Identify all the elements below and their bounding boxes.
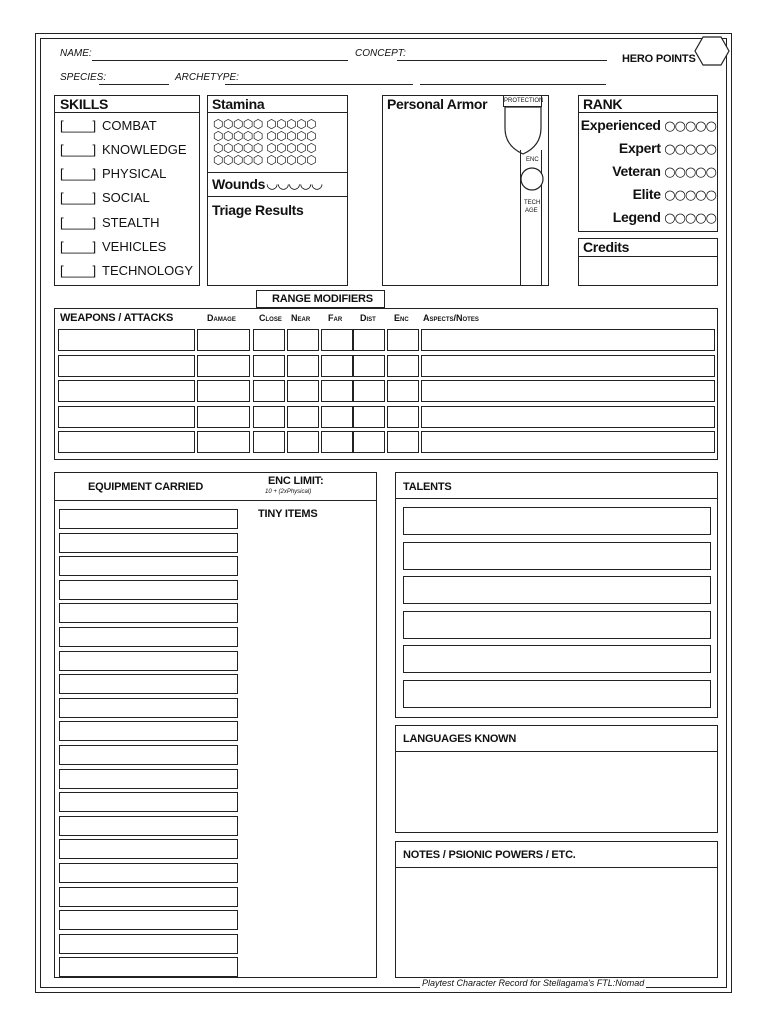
talent-slot[interactable]	[403, 645, 711, 673]
talent-slot[interactable]	[403, 680, 711, 708]
talents-title: TALENTS	[403, 481, 452, 493]
skill-row-stealth[interactable]	[60, 215, 160, 230]
weapon-cell[interactable]	[287, 380, 319, 402]
col-far: Far	[328, 313, 343, 323]
equipment-slot[interactable]	[59, 533, 238, 553]
credits-title: Credits	[583, 239, 630, 255]
equipment-slot[interactable]	[59, 651, 238, 671]
notes-title: NOTES / PSIONIC POWERS / ETC.	[403, 849, 576, 861]
skill-label: KNOWLEDGE	[102, 142, 187, 157]
stamina-hex-row[interactable]: ⬡⬡⬡⬡⬡ ⬡⬡⬡⬡⬡	[213, 141, 317, 155]
equipment-slot[interactable]	[59, 556, 238, 576]
weapon-cell[interactable]	[421, 406, 715, 428]
weapon-cell[interactable]	[253, 406, 285, 428]
equipment-slot[interactable]	[59, 603, 238, 623]
footer-text: Playtest Character Record for Stellagama's FTL:Nomad	[422, 978, 645, 988]
hero-points-hex-icon[interactable]	[694, 36, 730, 66]
skill-label: STEALTH	[102, 215, 160, 230]
weapon-cell[interactable]	[321, 355, 353, 377]
rank-label: Legend	[612, 209, 661, 225]
skill-label: PHYSICAL	[102, 166, 167, 181]
skill-row-social[interactable]	[60, 190, 150, 205]
rank-title: RANK	[583, 96, 623, 112]
languages-title: LANGUAGES KNOWN	[403, 733, 517, 745]
wounds-divider	[207, 172, 348, 173]
talent-slot[interactable]	[403, 611, 711, 639]
species-field[interactable]	[99, 84, 169, 85]
enc-label: ENC	[526, 157, 539, 163]
rank-label: Elite	[632, 186, 661, 202]
weapon-cell[interactable]	[253, 380, 285, 402]
weapon-cell[interactable]	[387, 380, 419, 402]
skill-row-combat[interactable]	[60, 118, 157, 133]
weapon-cell[interactable]	[321, 329, 353, 351]
equipment-slot[interactable]	[59, 863, 238, 883]
equipment-slot[interactable]	[59, 839, 238, 859]
weapon-cell[interactable]	[287, 431, 319, 453]
stamina-title: Stamina	[212, 96, 265, 112]
rank-row-elite	[633, 186, 716, 203]
tiny-items-label: TINY ITEMS	[258, 508, 318, 520]
weapon-cell[interactable]	[58, 355, 195, 377]
equipment-slot[interactable]	[59, 910, 238, 930]
skill-row-physical[interactable]	[60, 166, 166, 181]
rank-circles[interactable]: ○○○○○	[664, 142, 716, 157]
equipment-divider	[54, 500, 377, 501]
weapon-cell[interactable]	[287, 329, 319, 351]
skill-label: VEHICLES	[102, 239, 167, 254]
skill-row-technology[interactable]	[60, 263, 193, 278]
skill-row-vehicles[interactable]	[60, 239, 166, 254]
equipment-slot[interactable]	[59, 957, 238, 977]
rank-row-expert	[619, 140, 716, 157]
skill-rating-bracket[interactable]: [____]	[60, 142, 97, 157]
age-label: AGE	[525, 208, 538, 214]
weapon-cell[interactable]	[58, 431, 195, 453]
weapon-cell[interactable]	[421, 329, 715, 351]
rank-label: Veteran	[612, 163, 661, 179]
skill-rating-bracket[interactable]: [____]	[60, 166, 97, 181]
equipment-slot[interactable]	[59, 887, 238, 907]
tech-label: TECH	[524, 200, 541, 206]
equipment-slot[interactable]	[59, 745, 238, 765]
talents-divider	[395, 498, 718, 499]
rank-circles[interactable]: ○○○○○	[664, 165, 716, 180]
enc-circle-icon[interactable]	[519, 166, 545, 192]
weapon-cell[interactable]	[321, 431, 353, 453]
equipment-slot[interactable]	[59, 627, 238, 647]
concept-field[interactable]	[397, 60, 607, 61]
weapon-cell[interactable]	[253, 355, 285, 377]
talent-slot[interactable]	[403, 507, 711, 535]
equipment-slot[interactable]	[59, 674, 238, 694]
skill-label: TECHNOLOGY	[102, 263, 194, 278]
archetype-extra-field[interactable]	[420, 84, 606, 85]
equipment-slot[interactable]	[59, 721, 238, 741]
rank-row-legend	[613, 209, 716, 226]
skills-divider	[54, 112, 200, 113]
skill-rating-bracket[interactable]: [____]	[60, 239, 97, 254]
col-enc: Enc	[394, 313, 409, 323]
skill-rating-bracket[interactable]: [____]	[60, 263, 97, 278]
equipment-slot[interactable]	[59, 509, 238, 529]
weapon-cell[interactable]	[421, 355, 715, 377]
weapon-cell[interactable]	[58, 329, 195, 351]
skill-rating-bracket[interactable]: [____]	[60, 190, 97, 205]
weapon-cell[interactable]	[387, 329, 419, 351]
weapon-cell[interactable]	[387, 406, 419, 428]
weapon-cell[interactable]	[387, 355, 419, 377]
weapon-cell[interactable]	[421, 380, 715, 402]
enc-limit-label: ENC LIMIT:	[268, 475, 324, 487]
skills-title: SKILLS	[60, 96, 108, 112]
rank-circles[interactable]: ○○○○○	[664, 119, 716, 134]
col-near: Near	[291, 313, 311, 323]
rank-label: Expert	[618, 140, 661, 156]
equipment-slot[interactable]	[59, 580, 238, 600]
weapon-cell[interactable]	[197, 380, 250, 402]
skill-label: SOCIAL	[102, 190, 150, 205]
weapons-title: WEAPONS / ATTACKS	[60, 312, 174, 324]
col-aspects-notes: Aspects/Notes	[423, 313, 479, 323]
rank-label: Experienced	[580, 117, 661, 133]
notes-box[interactable]	[395, 841, 718, 978]
weapon-cell[interactable]	[321, 380, 353, 402]
weapon-cell[interactable]	[287, 355, 319, 377]
weapon-cell[interactable]	[197, 355, 250, 377]
weapon-cell[interactable]	[321, 406, 353, 428]
equipment-slot[interactable]	[59, 934, 238, 954]
triage-label: Triage Results	[212, 202, 304, 218]
protection-label: PROTECTION	[504, 98, 544, 104]
equipment-slot[interactable]	[59, 769, 238, 789]
shield-icon[interactable]	[503, 106, 543, 156]
weapon-cell[interactable]	[353, 406, 385, 428]
hero-points-label: HERO POINTS	[622, 53, 696, 65]
col-close: Close	[259, 313, 282, 323]
skill-row-knowledge[interactable]	[60, 142, 187, 157]
weapon-cell[interactable]	[421, 431, 715, 453]
skill-label: COMBAT	[102, 118, 157, 133]
weapon-cell[interactable]	[353, 329, 385, 351]
weapon-cell[interactable]	[287, 406, 319, 428]
rank-circles[interactable]: ○○○○○	[664, 211, 716, 226]
concept-label: CONCEPT:	[355, 48, 406, 59]
col-damage: Damage	[207, 313, 236, 323]
equipment-slot[interactable]	[59, 792, 238, 812]
weapon-cell[interactable]	[353, 380, 385, 402]
archetype-label: ARCHETYPE:	[175, 72, 239, 83]
name-label: NAME:	[60, 48, 92, 59]
triage-divider	[207, 196, 348, 197]
species-label: SPECIES:	[60, 72, 107, 83]
rank-circles[interactable]: ○○○○○	[664, 188, 716, 203]
equipment-title: EQUIPMENT CARRIED	[88, 481, 204, 493]
archetype-field[interactable]	[225, 84, 413, 85]
col-dist: Dist	[360, 313, 376, 323]
stamina-hex-row[interactable]: ⬡⬡⬡⬡⬡ ⬡⬡⬡⬡⬡	[213, 117, 317, 131]
wounds-label: Wounds	[212, 176, 266, 192]
rank-divider	[578, 112, 718, 113]
notes-divider	[395, 867, 718, 868]
stamina-divider	[207, 112, 348, 113]
weapon-cell[interactable]	[197, 329, 250, 351]
weapon-cell[interactable]	[58, 406, 195, 428]
wounds-marks[interactable]: ◡◡◡◡◡	[266, 176, 323, 192]
enc-limit-formula: 10 + (2xPhysical)	[265, 489, 312, 495]
weapon-cell[interactable]	[253, 329, 285, 351]
stamina-hex-row[interactable]: ⬡⬡⬡⬡⬡ ⬡⬡⬡⬡⬡	[213, 153, 317, 167]
talent-slot[interactable]	[403, 542, 711, 570]
equipment-slot[interactable]	[59, 698, 238, 718]
range-modifiers-label: RANGE MODIFIERS	[272, 293, 373, 305]
weapon-cell[interactable]	[353, 355, 385, 377]
credits-divider	[578, 256, 718, 257]
skill-rating-bracket[interactable]: [____]	[60, 118, 97, 133]
rank-row-experienced	[581, 117, 716, 134]
weapon-cell[interactable]	[353, 431, 385, 453]
weapon-cell[interactable]	[387, 431, 419, 453]
weapon-cell[interactable]	[197, 431, 250, 453]
weapon-cell[interactable]	[197, 406, 250, 428]
personal-armor-title: Personal Armor	[387, 96, 488, 112]
skill-rating-bracket[interactable]: [____]	[60, 215, 97, 230]
talent-slot[interactable]	[403, 576, 711, 604]
weapon-cell[interactable]	[58, 380, 195, 402]
name-field[interactable]	[92, 60, 348, 61]
equipment-slot[interactable]	[59, 816, 238, 836]
rank-row-veteran	[612, 163, 716, 180]
languages-divider	[395, 751, 718, 752]
weapon-cell[interactable]	[253, 431, 285, 453]
stamina-hex-row[interactable]: ⬡⬡⬡⬡⬡ ⬡⬡⬡⬡⬡	[213, 129, 317, 143]
